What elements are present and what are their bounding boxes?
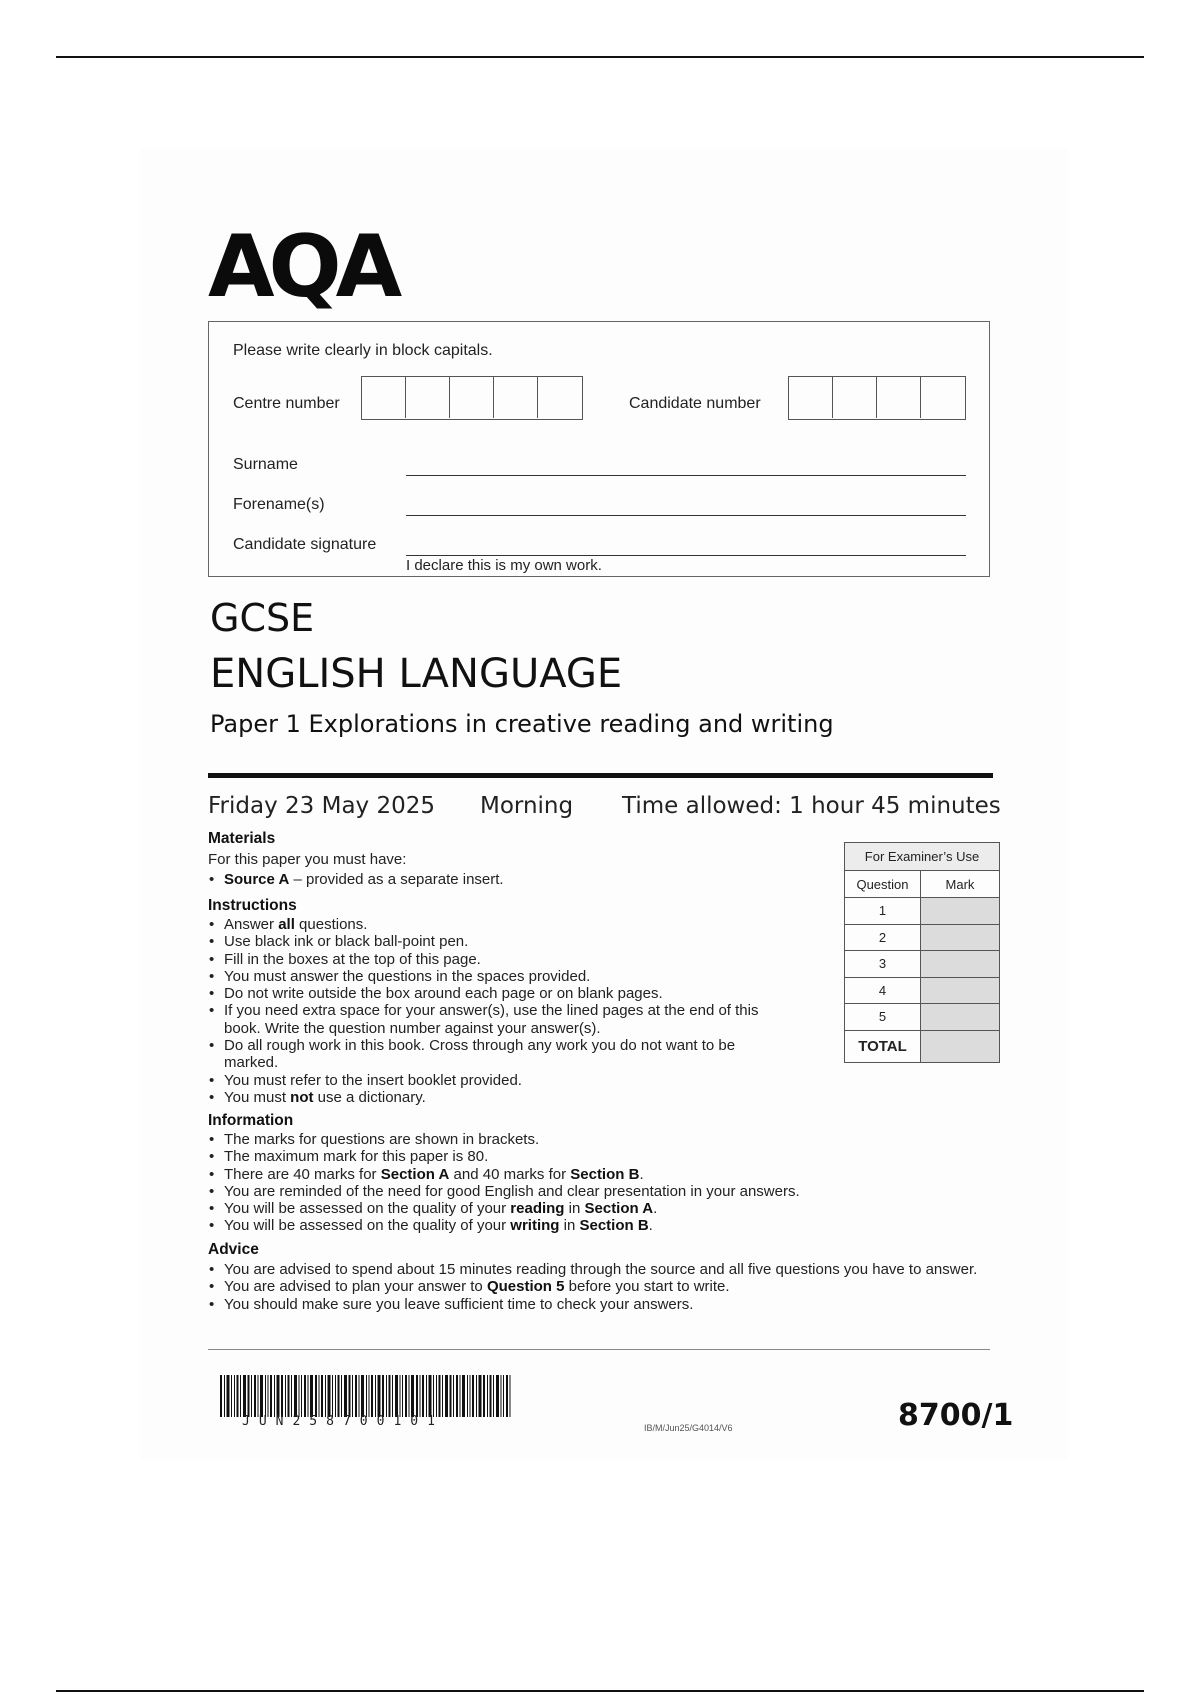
candidate-number-label: Candidate number [629,395,761,412]
instruction-item: • Do not write outside the box around each page or on blank pages. [208,985,793,1002]
centre-number-boxes[interactable] [361,376,583,420]
instruction-item: • Do all rough work in this book. Cross through any work you do not want to be marked. [208,1037,793,1072]
advice-item: • You are advised to spend about 15 minutes reading through the source and all five questions you have to answer. [208,1261,978,1278]
information-item: • You will be assessed on the quality of your writing in Section B. [208,1217,908,1234]
centre-number-cell[interactable] [362,377,406,418]
bottom-rule [56,1690,1144,1692]
total-label: TOTAL [845,1030,921,1062]
examiner-table-title: For Examiner’s Use [845,843,1000,871]
mark-cell [921,924,1000,951]
information-list [208,1131,908,1235]
aqa-logo: AQA [208,217,397,317]
signature-field[interactable] [406,555,966,556]
instructions-heading: Instructions [208,897,297,914]
advice-list [208,1261,978,1313]
mark-cell [921,898,1000,925]
instructions-list [208,916,793,1106]
paper-title: Paper 1 Explorations in creative reading and writing [210,710,834,738]
mark-cell [921,1004,1000,1031]
candidate-number-cell[interactable] [921,377,965,418]
paper-code: 8700/1 [898,1398,1014,1433]
information-item: • The maximum mark for this paper is 80. [208,1148,908,1165]
materials-intro: For this paper you must have: [208,851,407,868]
information-item: • The marks for questions are shown in brackets. [208,1131,908,1148]
instruction-item: • If you need extra space for your answer(s), use the lined pages at the end of this book. Write the question number against your answer(s). [208,1002,793,1037]
question-number: 3 [845,951,921,978]
total-mark-cell [921,1030,1000,1062]
information-item: • You are reminded of the need for good English and clear presentation in your answers. [208,1183,908,1200]
instruction-item: • Fill in the boxes at the top of this page. [208,951,793,968]
centre-number-cell[interactable] [494,377,538,418]
mark-column-header: Mark [921,871,1000,898]
advice-heading: Advice [208,1241,259,1258]
question-number: 2 [845,924,921,951]
barcode-text: JUN258700101 [242,1414,444,1429]
instruction-item: • Use black ink or black ball-point pen. [208,933,793,950]
centre-number-cell[interactable] [450,377,494,418]
instruction-item: • You must answer the questions in the spaces provided. [208,968,793,985]
exam-date: Friday 23 May 2025 [208,793,435,819]
top-rule [56,56,1144,58]
exam-session: Morning [480,793,574,819]
candidate-details-box [208,321,990,577]
qualification-title: GCSE [210,596,315,640]
block-capitals-instruction: Please write clearly in block capitals. [233,342,493,359]
materials-list [208,871,858,888]
candidate-number-cell[interactable] [877,377,921,418]
question-number: 5 [845,1004,921,1031]
title-divider [208,773,993,778]
forenames-field[interactable] [406,515,966,516]
subject-title: ENGLISH LANGUAGE [210,651,623,697]
mark-cell [921,977,1000,1004]
information-item: • There are 40 marks for Section A and 40 marks for Section B. [208,1166,908,1183]
question-column-header: Question [845,871,921,898]
instruction-item: • You must not use a dictionary. [208,1089,793,1106]
candidate-number-cell[interactable] [789,377,833,418]
information-item: • You will be assessed on the quality of your reading in Section A. [208,1200,908,1217]
candidate-number-cell[interactable] [833,377,877,418]
instruction-item: • Answer all questions. [208,916,793,933]
question-number: 1 [845,898,921,925]
information-heading: Information [208,1112,294,1129]
materials-heading: Materials [208,830,276,847]
centre-number-cell[interactable] [538,377,582,418]
signature-label: Candidate signature [233,536,377,553]
mark-cell [921,951,1000,978]
candidate-number-boxes[interactable] [788,376,966,420]
document-reference: IB/M/Jun25/G4014/V6 [644,1423,733,1433]
forenames-label: Forename(s) [233,496,325,513]
surname-label: Surname [233,456,298,473]
advice-item: • You are advised to plan your answer to Question 5 before you start to write. [208,1278,978,1295]
surname-field[interactable] [406,475,966,476]
declaration-text: I declare this is my own work. [406,557,602,574]
instruction-item: • You must refer to the insert booklet provided. [208,1072,793,1089]
centre-number-label: Centre number [233,395,340,412]
footer-divider [208,1349,990,1350]
advice-item: • You should make sure you leave sufficient time to check your answers. [208,1296,978,1313]
question-number: 4 [845,977,921,1004]
examiner-use-table [844,842,1000,1063]
materials-item: • Source A – provided as a separate insert. [208,871,858,888]
centre-number-cell[interactable] [406,377,450,418]
barcode-image [220,1375,516,1417]
time-allowed: Time allowed: 1 hour 45 minutes [622,793,1001,819]
